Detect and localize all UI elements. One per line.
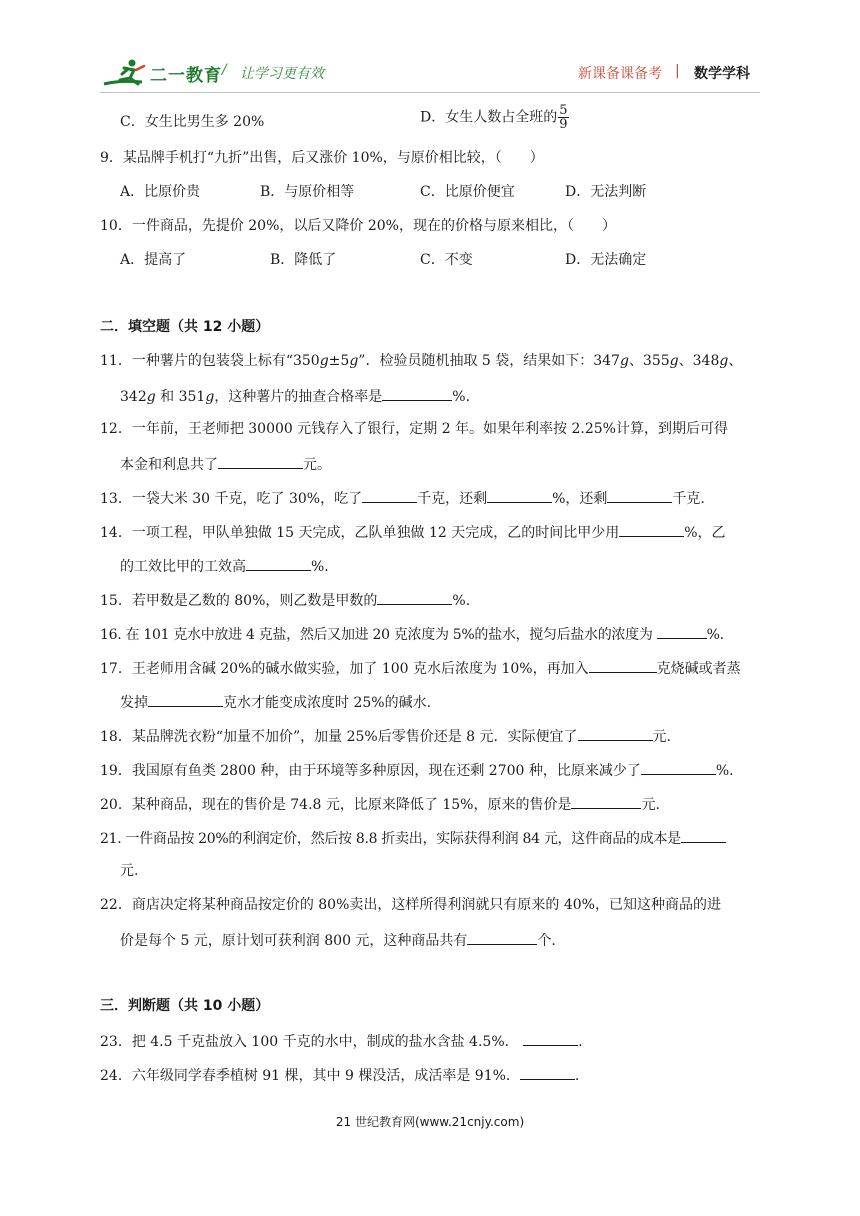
q13-text: %，还剩 <box>552 491 608 507</box>
q22-answer-blank[interactable] <box>467 929 537 945</box>
header-rule <box>100 92 760 93</box>
q9-option-a: A．比原价贵 <box>120 184 201 200</box>
q19-text: %. <box>715 763 734 779</box>
q9-option-d: D．无法判断 <box>565 184 647 200</box>
q21-line2: 元. <box>120 863 139 879</box>
header-course-label: 新课备课备考 <box>578 66 662 82</box>
q14-text: %，乙 <box>684 525 726 541</box>
q17-line2 <box>120 691 431 713</box>
q10-option-c: C．不变 <box>420 252 473 268</box>
header-slogan: 让学习更有效 <box>240 66 324 82</box>
q16-text: 16. 在 101 克水中放进 4 克盐，然后又加进 20 克浓度为 5%的盐水，搅匀后盐水的浓度为 <box>100 627 657 643</box>
q17-line1 <box>100 657 741 679</box>
q11-text: 342 <box>120 389 147 405</box>
q18-line <box>100 725 671 747</box>
q8-fraction <box>558 104 568 131</box>
q23-line <box>100 1030 583 1052</box>
header-subject: 数学学科 <box>694 66 750 82</box>
q11-line2 <box>120 385 470 407</box>
q14-answer-blank-2[interactable] <box>246 555 311 571</box>
q14-text: %. <box>311 559 329 575</box>
q12-line2 <box>120 453 331 475</box>
q11-unit: g <box>349 353 359 369</box>
q11-text: 11．一种薯片的包装袋上标有“350 <box>100 353 320 369</box>
q16-text: %. <box>706 627 724 643</box>
q15-text: 15．若甲数是乙数的 80%，则乙数是甲数的 <box>100 593 378 609</box>
q8-fraction-numerator: 5 <box>559 103 568 118</box>
q19-line <box>100 759 734 781</box>
q13-line <box>100 487 705 509</box>
q22-text: 价是每个 5 元，原计划可获利润 800 元，这种商品共有 <box>120 933 468 949</box>
q24-line <box>100 1064 579 1086</box>
q8-fraction-denominator: 9 <box>559 117 568 132</box>
q14-text: 的工效比甲的工效高 <box>120 559 246 575</box>
q11-unit: g <box>319 353 329 369</box>
section-judge-title: 三．判断题（共 10 小题） <box>100 998 270 1014</box>
q22-text: 个. <box>537 933 556 949</box>
header-separator: | <box>675 63 680 79</box>
q19-answer-blank[interactable] <box>641 759 716 775</box>
q13-answer-blank-3[interactable] <box>607 487 672 503</box>
q12-text: 本金和利息共了 <box>120 457 218 473</box>
logo-text: 二一教育 <box>150 66 222 86</box>
q16-line <box>100 623 724 645</box>
q23-answer-blank[interactable] <box>523 1030 578 1046</box>
q21-text: 21. 一件商品按 20%的利润定价，然后按 8.8 折卖出，实际获得利润 84 元，这件商品的成本是 <box>100 831 681 847</box>
q11-unit: g <box>205 389 215 405</box>
q13-text: 千克，还剩 <box>417 491 488 507</box>
q14-line2 <box>120 555 329 577</box>
q22-line2 <box>120 929 556 951</box>
section-fill-in-title: 二．填空题（共 12 小题） <box>100 319 270 335</box>
q11-text: 、 <box>728 353 743 369</box>
q15-answer-blank[interactable] <box>377 589 452 605</box>
q11-text: 、348 <box>678 353 720 369</box>
q17-text: 克水才能变成浓度时 25%的碱水. <box>223 695 432 711</box>
q8-option-d <box>420 104 569 131</box>
q13-text: 13．一袋大米 30 千克，吃了 30%，吃了 <box>100 491 363 507</box>
q14-line1 <box>100 521 726 543</box>
q15-line <box>100 589 470 611</box>
q10-option-d: D．无法确定 <box>565 252 647 268</box>
q13-answer-blank-2[interactable] <box>487 487 552 503</box>
q23-text: 23．把 4.5 千克盐放入 100 千克的水中，制成的盐水含盐 4.5%． <box>100 1034 524 1050</box>
q20-text: 20．某种商品，现在的售价是 74.8 元，比原来降低了 15%，原来的售价是 <box>100 797 572 813</box>
q12-answer-blank[interactable] <box>218 453 303 469</box>
q8-option-c: C．女生比男生多 20% <box>120 114 265 130</box>
q11-answer-blank[interactable] <box>382 385 452 401</box>
q14-text: 14．一项工程，甲队单独做 15 天完成，乙队单独做 12 天完成，乙的时间比甲少用 <box>100 525 620 541</box>
q11-unit: g <box>669 353 679 369</box>
q17-answer-blank-2[interactable] <box>148 691 223 707</box>
q21-line1 <box>100 827 726 849</box>
q11-text: 和 351 <box>155 389 206 405</box>
q9-option-b: B．与原价相等 <box>260 184 355 200</box>
q10-option-a: A．提高了 <box>120 252 187 268</box>
q11-text: ”．检验员随机抽取 5 袋，结果如下：347 <box>358 353 620 369</box>
q17-text: 克烧碱或者蒸 <box>656 661 741 677</box>
q14-answer-blank-1[interactable] <box>619 521 684 537</box>
q24-text: 24．六年级同学春季植树 91 棵，其中 9 棵没活，成活率是 91%． <box>100 1068 520 1084</box>
q11-text: 、355 <box>628 353 670 369</box>
q19-text: 19．我国原有鱼类 2800 种，由于环境等多种原因，现在还剩 2700 种，比原来减少了 <box>100 763 641 779</box>
q17-answer-blank-1[interactable] <box>589 657 657 673</box>
q9-option-c: C．比原价便宜 <box>420 184 515 200</box>
q8-option-d-text: D．女生人数占全班的 <box>420 109 558 126</box>
q9-stem: 9．某品牌手机打“九折”出售，后又涨价 10%，与原价相比较，（ ） <box>100 150 544 166</box>
q17-text: 17．王老师用含碱 20%的碱水做实验，加了 100 克水后浓度为 10%，再加入 <box>100 661 589 677</box>
q20-answer-blank[interactable] <box>571 793 641 809</box>
q10-option-b: B．降低了 <box>270 252 337 268</box>
q11-text: %. <box>452 389 471 405</box>
q22-line1: 22．商店决定将某种商品按定价的 80%卖出，这样所得利润就只有原来的 40%，已知这种商品的进 <box>100 897 721 913</box>
q16-answer-blank[interactable] <box>657 623 707 639</box>
q10-stem: 10．一件商品，先提价 20%，以后又降价 20%，现在的价格与原来相比，（ ） <box>100 218 616 234</box>
q17-text: 发掉 <box>120 695 148 711</box>
q15-text: %. <box>452 593 471 609</box>
q24-text: . <box>574 1068 580 1084</box>
footer-source: 21 世纪教育网(www.21cnjy.com) <box>335 1115 525 1129</box>
q11-text: ，这种薯片的抽查合格率是 <box>214 389 383 405</box>
q11-line1 <box>100 351 742 371</box>
header-slash: / <box>222 62 227 78</box>
q23-text: . <box>578 1034 583 1050</box>
q13-text: 千克. <box>672 491 705 507</box>
q11-unit: g <box>146 389 156 405</box>
q20-line <box>100 793 660 815</box>
q20-text: 元. <box>641 797 660 813</box>
q11-unit: g <box>619 353 629 369</box>
q21-answer-blank[interactable] <box>681 827 726 843</box>
q11-unit: g <box>719 353 729 369</box>
q18-text: 元. <box>652 729 671 745</box>
q18-text: 18．某品牌洗衣粉“加量不加价”，加量 25%后零售价还是 8 元．实际便宜了 <box>100 729 578 745</box>
q13-answer-blank-1[interactable] <box>362 487 417 503</box>
q24-answer-blank[interactable] <box>520 1064 575 1080</box>
q18-answer-blank[interactable] <box>578 725 653 741</box>
q12-line1: 12．一年前，王老师把 30000 元钱存入了银行，定期 2 年。如果年利率按 2.25%计算，到期后可得 <box>100 421 728 437</box>
q11-text: ±5 <box>328 353 350 369</box>
q12-text: 元。 <box>303 457 331 473</box>
